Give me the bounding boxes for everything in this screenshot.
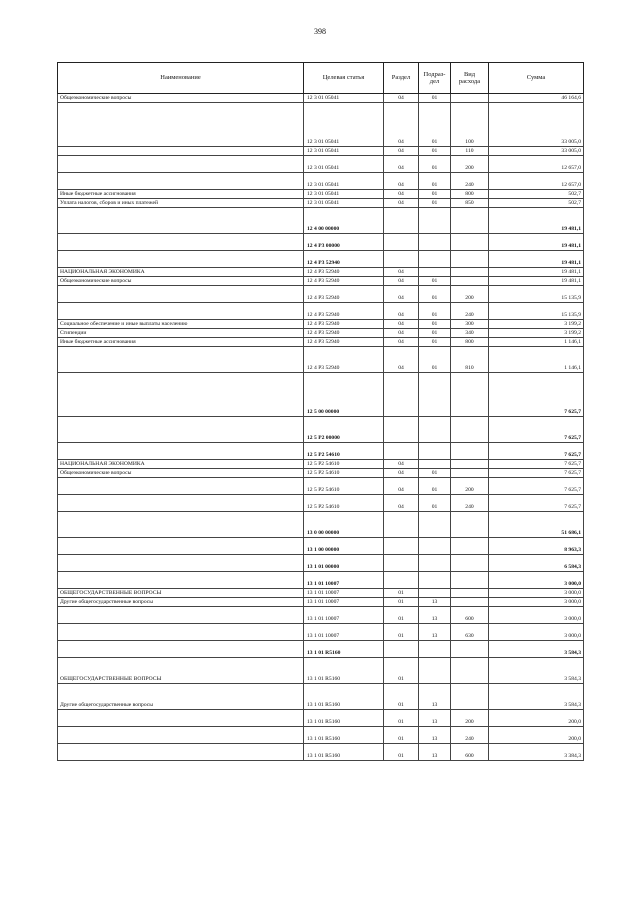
cell-sum: 3 000,0 — [489, 589, 584, 598]
cell-section: 04 — [384, 495, 419, 512]
cell-sum: 19 481,1 — [489, 234, 584, 251]
cell-name: ОБЩЕГОСУДАРСТВЕННЫЕ ВОПРОСЫ — [58, 589, 304, 598]
cell-section: 04 — [384, 303, 419, 320]
cell-expense-kind — [451, 460, 489, 469]
table-row — [58, 347, 584, 373]
cell-target-article: 12 4 P3 52940 — [304, 338, 384, 347]
cell-target-article: 12 4 P3 52940 — [304, 320, 384, 329]
header-expense-kind: Вид расхода — [451, 63, 489, 94]
cell-target-article: 13 1 01 R5160 — [304, 658, 384, 684]
cell-expense-kind — [451, 443, 489, 460]
cell-section — [384, 572, 419, 589]
cell-target-article: 13 1 01 10007 — [304, 572, 384, 589]
cell-expense-kind — [451, 512, 489, 538]
cell-subsection — [419, 538, 451, 555]
table-row — [58, 684, 584, 710]
cell-subsection: 13 — [419, 710, 451, 727]
cell-subsection — [419, 373, 451, 417]
cell-section — [384, 555, 419, 572]
cell-sum: 200,0 — [489, 727, 584, 744]
cell-subsection: 01 — [419, 190, 451, 199]
cell-section: 04 — [384, 103, 419, 147]
cell-sum: 502,7 — [489, 199, 584, 208]
cell-expense-kind — [451, 641, 489, 658]
cell-name: Социальное обеспечение и иные выплаты населению — [58, 320, 304, 329]
cell-section: 01 — [384, 684, 419, 710]
cell-subsection: 01 — [419, 173, 451, 190]
cell-section: 04 — [384, 286, 419, 303]
table-row — [58, 234, 584, 251]
table-row — [58, 94, 584, 103]
cell-expense-kind — [451, 251, 489, 268]
cell-sum: 15 135,9 — [489, 286, 584, 303]
cell-sum: 7 625,7 — [489, 443, 584, 460]
cell-subsection: 01 — [419, 156, 451, 173]
cell-subsection — [419, 512, 451, 538]
cell-subsection: 13 — [419, 684, 451, 710]
cell-sum: 1 146,1 — [489, 338, 584, 347]
table-row — [58, 658, 584, 684]
cell-sum: 12 657,0 — [489, 173, 584, 190]
cell-name: Другие общегосударственные вопросы — [58, 598, 304, 607]
cell-target-article: 12 5 P2 54610 — [304, 443, 384, 460]
table-row — [58, 251, 584, 268]
cell-name — [58, 417, 304, 443]
cell-name — [58, 234, 304, 251]
cell-name — [58, 251, 304, 268]
table-row — [58, 190, 584, 199]
cell-section: 01 — [384, 607, 419, 624]
cell-expense-kind: 240 — [451, 727, 489, 744]
cell-sum: 502,7 — [489, 190, 584, 199]
cell-name — [58, 103, 304, 147]
cell-section: 04 — [384, 329, 419, 338]
cell-expense-kind: 800 — [451, 338, 489, 347]
cell-subsection — [419, 268, 451, 277]
table-row — [58, 373, 584, 417]
cell-sum: 8 963,3 — [489, 538, 584, 555]
cell-subsection: 01 — [419, 94, 451, 103]
table-row — [58, 156, 584, 173]
cell-target-article: 12 3 01 05041 — [304, 147, 384, 156]
cell-expense-kind — [451, 555, 489, 572]
cell-name — [58, 156, 304, 173]
table-row — [58, 103, 584, 147]
cell-expense-kind — [451, 589, 489, 598]
cell-section: 01 — [384, 589, 419, 598]
cell-sum: 19 481,1 — [489, 268, 584, 277]
cell-section: 04 — [384, 94, 419, 103]
cell-sum: 200,0 — [489, 710, 584, 727]
table-row — [58, 512, 584, 538]
cell-target-article: 12 3 01 05041 — [304, 199, 384, 208]
cell-target-article: 12 5 P2 54610 — [304, 469, 384, 478]
cell-name — [58, 495, 304, 512]
budget-table — [57, 62, 584, 761]
cell-subsection: 01 — [419, 338, 451, 347]
cell-target-article: 12 3 01 05041 — [304, 103, 384, 147]
cell-target-article: 13 1 01 R5160 — [304, 727, 384, 744]
cell-name — [58, 538, 304, 555]
cell-expense-kind — [451, 658, 489, 684]
cell-subsection — [419, 234, 451, 251]
cell-target-article: 12 4 P3 52940 — [304, 303, 384, 320]
cell-subsection — [419, 208, 451, 234]
cell-name — [58, 512, 304, 538]
header-sum: Сумма — [489, 63, 584, 94]
cell-name — [58, 710, 304, 727]
cell-sum: 3 584,3 — [489, 684, 584, 710]
cell-subsection: 01 — [419, 478, 451, 495]
cell-section — [384, 417, 419, 443]
cell-section: 04 — [384, 338, 419, 347]
cell-target-article: 12 3 01 05041 — [304, 156, 384, 173]
cell-target-article: 13 1 01 R5160 — [304, 710, 384, 727]
cell-name: ОБЩЕГОСУДАРСТВЕННЫЕ ВОПРОСЫ — [58, 658, 304, 684]
table-row — [58, 329, 584, 338]
cell-sum: 3 199,2 — [489, 329, 584, 338]
cell-target-article: 13 1 01 10007 — [304, 624, 384, 641]
table-row — [58, 744, 584, 761]
table-row — [58, 589, 584, 598]
cell-section: 04 — [384, 478, 419, 495]
table-row — [58, 478, 584, 495]
cell-name: НАЦИОНАЛЬНАЯ ЭКОНОМИКА — [58, 460, 304, 469]
cell-subsection: 01 — [419, 320, 451, 329]
cell-name — [58, 303, 304, 320]
cell-name — [58, 727, 304, 744]
cell-subsection: 01 — [419, 199, 451, 208]
table-row — [58, 598, 584, 607]
table-row — [58, 338, 584, 347]
cell-expense-kind: 240 — [451, 303, 489, 320]
cell-subsection: 01 — [419, 147, 451, 156]
cell-target-article: 13 1 00 00000 — [304, 538, 384, 555]
table-row — [58, 555, 584, 572]
cell-sum: 7 625,7 — [489, 495, 584, 512]
cell-name: Иные бюджетные ассигнования — [58, 338, 304, 347]
cell-expense-kind — [451, 277, 489, 286]
cell-expense-kind: 200 — [451, 156, 489, 173]
cell-subsection — [419, 251, 451, 268]
table-header-row — [58, 63, 584, 94]
cell-subsection: 01 — [419, 103, 451, 147]
page-number: 398 — [314, 27, 326, 36]
table-row — [58, 572, 584, 589]
table-row — [58, 495, 584, 512]
cell-expense-kind — [451, 234, 489, 251]
table-row — [58, 147, 584, 156]
cell-name — [58, 555, 304, 572]
cell-section: 04 — [384, 320, 419, 329]
cell-target-article: 12 4 P3 52940 — [304, 251, 384, 268]
cell-expense-kind: 300 — [451, 320, 489, 329]
cell-subsection: 13 — [419, 598, 451, 607]
cell-expense-kind: 200 — [451, 286, 489, 303]
cell-name: Уплата налогов, сборов и иных платежей — [58, 199, 304, 208]
table-row — [58, 286, 584, 303]
cell-section: 04 — [384, 460, 419, 469]
cell-target-article: 13 1 01 10007 — [304, 589, 384, 598]
cell-expense-kind: 100 — [451, 103, 489, 147]
cell-subsection: 01 — [419, 495, 451, 512]
cell-section — [384, 251, 419, 268]
cell-expense-kind — [451, 268, 489, 277]
cell-sum: 33 005,0 — [489, 147, 584, 156]
cell-name — [58, 624, 304, 641]
cell-subsection — [419, 641, 451, 658]
cell-name — [58, 347, 304, 373]
table-row — [58, 443, 584, 460]
cell-expense-kind: 200 — [451, 710, 489, 727]
cell-section — [384, 443, 419, 460]
cell-subsection — [419, 460, 451, 469]
table-row — [58, 624, 584, 641]
cell-subsection — [419, 555, 451, 572]
cell-target-article: 13 1 01 10007 — [304, 607, 384, 624]
table-row — [58, 268, 584, 277]
cell-sum: 6 584,3 — [489, 555, 584, 572]
table-row — [58, 727, 584, 744]
cell-expense-kind: 800 — [451, 190, 489, 199]
cell-expense-kind — [451, 373, 489, 417]
header-subsection: Подраз- дел — [419, 63, 451, 94]
cell-name — [58, 478, 304, 495]
cell-sum: 19 481,1 — [489, 277, 584, 286]
cell-name — [58, 173, 304, 190]
cell-name — [58, 641, 304, 658]
cell-subsection: 13 — [419, 744, 451, 761]
cell-expense-kind: 340 — [451, 329, 489, 338]
cell-expense-kind: 200 — [451, 478, 489, 495]
cell-subsection: 01 — [419, 329, 451, 338]
cell-target-article: 13 1 01 R5160 — [304, 744, 384, 761]
cell-target-article: 13 0 00 00000 — [304, 512, 384, 538]
cell-expense-kind — [451, 538, 489, 555]
cell-subsection — [419, 443, 451, 460]
cell-sum: 15 135,9 — [489, 303, 584, 320]
cell-section — [384, 373, 419, 417]
cell-section: 01 — [384, 710, 419, 727]
table-row — [58, 641, 584, 658]
cell-section: 01 — [384, 727, 419, 744]
cell-section: 01 — [384, 658, 419, 684]
cell-target-article: 12 4 P3 00000 — [304, 234, 384, 251]
cell-expense-kind: 630 — [451, 624, 489, 641]
cell-name: Другие общегосударственные вопросы — [58, 684, 304, 710]
cell-sum: 7 625,7 — [489, 478, 584, 495]
cell-sum: 7 625,7 — [489, 460, 584, 469]
cell-subsection: 13 — [419, 607, 451, 624]
table-row — [58, 303, 584, 320]
cell-expense-kind: 240 — [451, 173, 489, 190]
cell-target-article: 12 5 P2 00000 — [304, 417, 384, 443]
cell-sum: 7 625,7 — [489, 469, 584, 478]
cell-expense-kind — [451, 598, 489, 607]
cell-section: 04 — [384, 469, 419, 478]
table-row — [58, 173, 584, 190]
cell-sum: 3 584,3 — [489, 641, 584, 658]
cell-target-article: 12 3 01 05041 — [304, 94, 384, 103]
cell-section: 04 — [384, 268, 419, 277]
cell-section: 04 — [384, 190, 419, 199]
cell-name: НАЦИОНАЛЬНАЯ ЭКОНОМИКА — [58, 268, 304, 277]
cell-name — [58, 607, 304, 624]
cell-expense-kind: 850 — [451, 199, 489, 208]
cell-section: 04 — [384, 156, 419, 173]
table-row — [58, 320, 584, 329]
cell-target-article: 12 4 P3 52940 — [304, 329, 384, 338]
cell-section — [384, 641, 419, 658]
cell-expense-kind: 110 — [451, 147, 489, 156]
cell-sum: 51 686,1 — [489, 512, 584, 538]
cell-section: 04 — [384, 347, 419, 373]
cell-sum: 7 625,7 — [489, 417, 584, 443]
cell-name — [58, 286, 304, 303]
cell-sum: 3 584,3 — [489, 658, 584, 684]
cell-target-article: 12 4 P3 52940 — [304, 347, 384, 373]
cell-subsection — [419, 417, 451, 443]
cell-name: Общеэкономические вопросы — [58, 469, 304, 478]
cell-section — [384, 512, 419, 538]
cell-subsection — [419, 658, 451, 684]
cell-target-article: 12 3 01 05041 — [304, 190, 384, 199]
table-row — [58, 199, 584, 208]
table-row — [58, 469, 584, 478]
cell-target-article: 12 4 P3 52940 — [304, 286, 384, 303]
header-section: Раздел — [384, 63, 419, 94]
cell-section — [384, 538, 419, 555]
cell-target-article: 12 4 00 00000 — [304, 208, 384, 234]
cell-target-article: 13 1 01 R5160 — [304, 684, 384, 710]
table-row — [58, 417, 584, 443]
cell-target-article: 12 4 P3 52940 — [304, 277, 384, 286]
cell-name: Стипендии — [58, 329, 304, 338]
header-target-article: Целевая статья — [304, 63, 384, 94]
cell-expense-kind: 810 — [451, 347, 489, 373]
cell-target-article: 12 4 P3 52940 — [304, 268, 384, 277]
cell-name — [58, 443, 304, 460]
table-row — [58, 710, 584, 727]
cell-name — [58, 208, 304, 234]
cell-subsection: 01 — [419, 277, 451, 286]
cell-expense-kind — [451, 684, 489, 710]
cell-name — [58, 744, 304, 761]
cell-section — [384, 234, 419, 251]
cell-section: 01 — [384, 624, 419, 641]
cell-sum: 19 481,1 — [489, 208, 584, 234]
cell-target-article: 12 3 01 05041 — [304, 173, 384, 190]
cell-target-article: 12 5 P2 54610 — [304, 478, 384, 495]
table-row — [58, 208, 584, 234]
cell-section: 04 — [384, 277, 419, 286]
cell-expense-kind — [451, 208, 489, 234]
cell-subsection: 01 — [419, 303, 451, 320]
cell-name: Общеэкономические вопросы — [58, 94, 304, 103]
cell-expense-kind: 240 — [451, 495, 489, 512]
cell-sum: 1 146,1 — [489, 347, 584, 373]
cell-section — [384, 208, 419, 234]
cell-section: 04 — [384, 147, 419, 156]
cell-expense-kind — [451, 469, 489, 478]
cell-expense-kind — [451, 572, 489, 589]
cell-subsection — [419, 572, 451, 589]
cell-section: 04 — [384, 199, 419, 208]
cell-subsection: 01 — [419, 469, 451, 478]
cell-sum: 3 000,0 — [489, 607, 584, 624]
table-row — [58, 538, 584, 555]
cell-target-article: 13 1 01 00000 — [304, 555, 384, 572]
cell-expense-kind — [451, 94, 489, 103]
cell-target-article: 13 1 01 10007 — [304, 598, 384, 607]
cell-name: Общеэкономические вопросы — [58, 277, 304, 286]
cell-subsection — [419, 589, 451, 598]
cell-name — [58, 572, 304, 589]
cell-sum: 3 000,0 — [489, 598, 584, 607]
cell-sum: 19 481,1 — [489, 251, 584, 268]
cell-sum: 12 657,0 — [489, 156, 584, 173]
cell-section: 01 — [384, 598, 419, 607]
header-name: Наименование — [58, 63, 304, 94]
table-row — [58, 460, 584, 469]
cell-target-article: 13 1 01 R5160 — [304, 641, 384, 658]
table-row — [58, 277, 584, 286]
cell-name: Иные бюджетные ассигнования — [58, 190, 304, 199]
table-body — [58, 94, 584, 761]
cell-section: 04 — [384, 173, 419, 190]
cell-subsection: 01 — [419, 286, 451, 303]
cell-name — [58, 373, 304, 417]
cell-expense-kind: 600 — [451, 744, 489, 761]
cell-sum: 46 164,6 — [489, 94, 584, 103]
cell-sum: 3 000,0 — [489, 624, 584, 641]
cell-subsection: 13 — [419, 624, 451, 641]
cell-expense-kind: 600 — [451, 607, 489, 624]
cell-sum: 3 199,2 — [489, 320, 584, 329]
cell-sum: 7 625,7 — [489, 373, 584, 417]
cell-target-article: 12 5 P2 54610 — [304, 495, 384, 512]
cell-target-article: 12 5 P2 54610 — [304, 460, 384, 469]
cell-target-article: 12 5 00 00000 — [304, 373, 384, 417]
cell-sum: 3 384,3 — [489, 744, 584, 761]
table-row — [58, 607, 584, 624]
cell-sum: 33 005,0 — [489, 103, 584, 147]
cell-subsection: 01 — [419, 347, 451, 373]
cell-name — [58, 147, 304, 156]
cell-expense-kind — [451, 417, 489, 443]
cell-sum: 3 000,0 — [489, 572, 584, 589]
cell-section: 01 — [384, 744, 419, 761]
cell-subsection: 13 — [419, 727, 451, 744]
